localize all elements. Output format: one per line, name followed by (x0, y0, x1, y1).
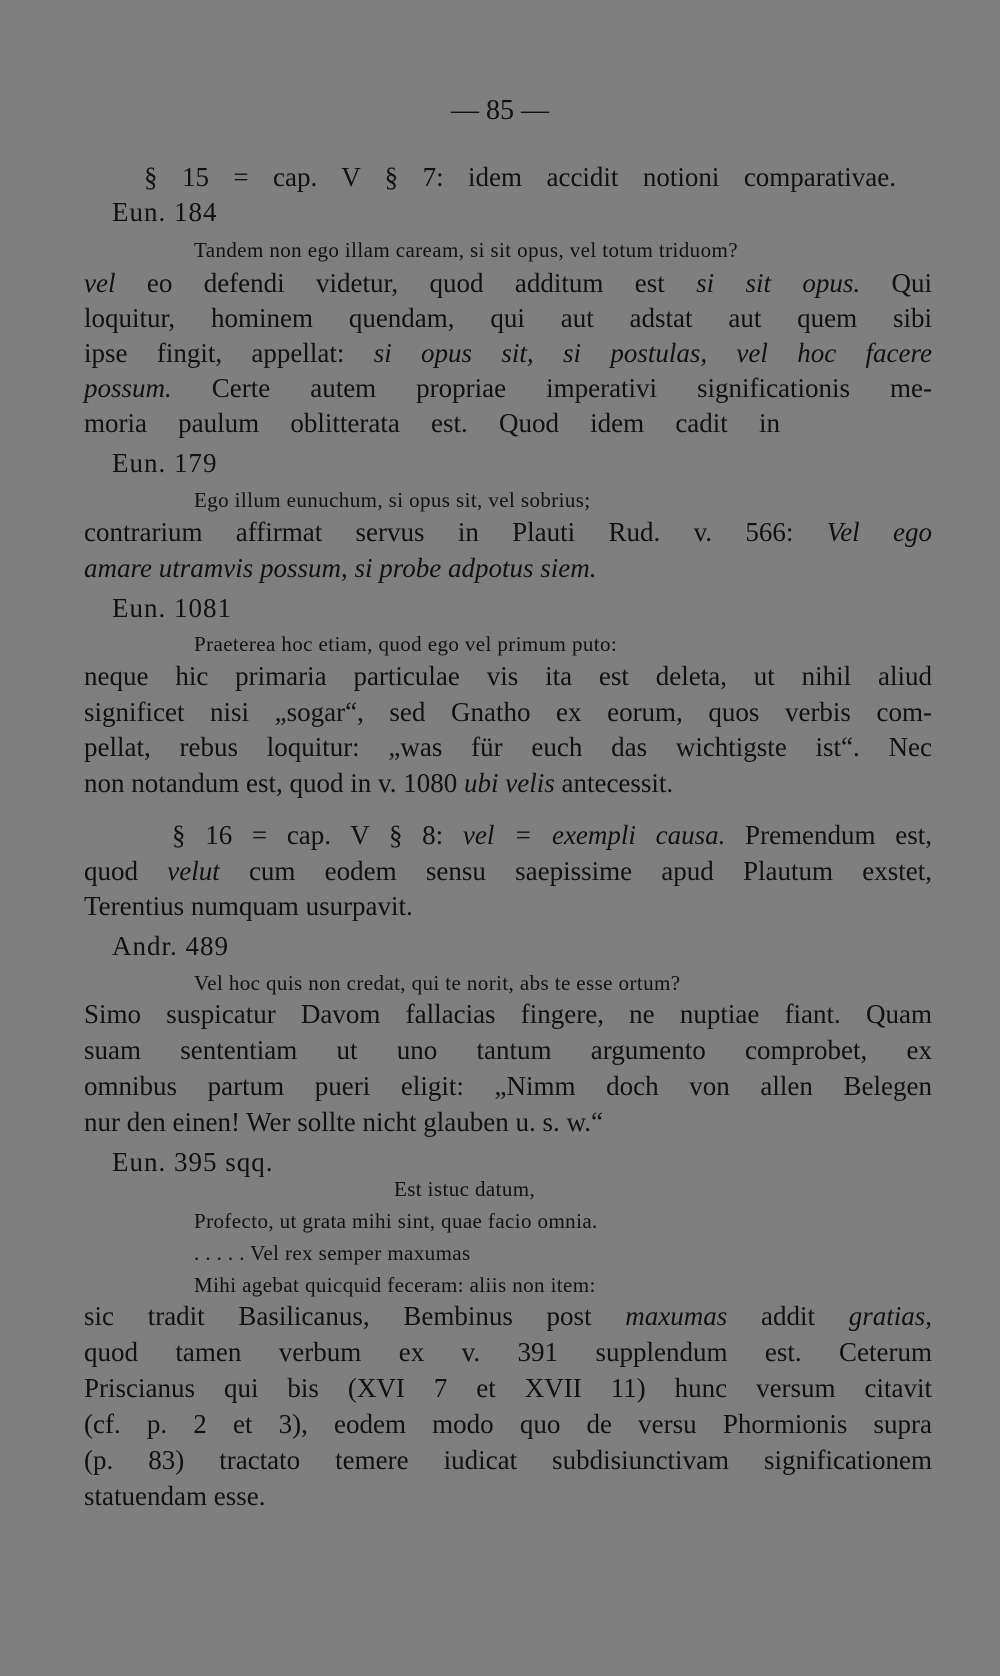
italic-text: si sit opus. (696, 268, 861, 298)
text-line (84, 515, 932, 549)
text-segment: antecessit. (554, 768, 674, 798)
text-line (84, 1335, 932, 1369)
text-segment: sic tradit Basilicanus, Bembinus post (84, 1301, 626, 1331)
italic-text: amare utramvis possum, si probe adpotus siem. (84, 553, 597, 583)
section-heading (144, 160, 896, 194)
text-segment: eo defendi videtur, quod additum est (115, 268, 697, 298)
quoted-verse (194, 233, 738, 267)
text-line (84, 301, 932, 335)
text-segment: (cf. p. 2 et 3), eodem modo quo de versu Phormionis supra (84, 1409, 932, 1439)
text-line (84, 997, 932, 1031)
text-line (84, 1299, 932, 1333)
text-line (84, 854, 932, 888)
text-line (84, 1443, 932, 1477)
text-segment: Ego illum eunuchum, si opus sit, vel sobrius; (194, 488, 591, 512)
text-segment: omnibus partum pueri eligit: „Nimm doch von allen Belegen (84, 1071, 932, 1101)
text-segment: contrarium affirmat servus in Plauti Rud. v. 566: (84, 517, 827, 547)
italic-text: Vel ego (826, 517, 932, 547)
text-segment: Eun. 395 sqq. (112, 1147, 274, 1177)
text-segment: Praeterea hoc etiam, quod ego vel primum puto: (194, 632, 618, 656)
citation-reference (112, 446, 218, 480)
text-line (84, 1371, 932, 1405)
text-segment: Mihi agebat quicquid feceram: aliis non item: (194, 1273, 596, 1297)
text-segment: suam sententiam ut uno tantum argumento comprobet, ex (84, 1035, 932, 1065)
text-segment: Priscianus qui bis (XVI 7 et XVII 11) hunc versum citavit (84, 1373, 932, 1403)
text-line (84, 336, 932, 370)
text-segment: § 15 = cap. V § 7: idem accidit notioni comparativae. (144, 162, 896, 192)
quoted-verse (194, 483, 591, 517)
text-segment: Est istuc datum, (394, 1177, 536, 1201)
text-segment: statuendam esse. (84, 1481, 266, 1511)
quoted-verse (194, 1268, 596, 1302)
page-number: — 85 — (451, 95, 549, 126)
text-segment: § 16 = cap. V § 8: (172, 820, 463, 850)
text-line (84, 1069, 932, 1103)
italic-text: vel = exempli causa. (462, 820, 726, 850)
text-segment: loquitur, hominem quendam, qui aut adstat aut quem sibi (84, 303, 932, 333)
section-heading (172, 818, 932, 852)
text-segment: quod tamen verbum ex v. 391 supplendum est. Ceterum (84, 1337, 932, 1367)
text-segment: Eun. 1081 (112, 593, 232, 623)
italic-text: maxumas (625, 1301, 728, 1331)
text-segment: . . . . . Vel rex semper maxumas (194, 1241, 471, 1265)
quoted-verse (394, 1172, 535, 1206)
text-segment: significet nisi „sogar“, sed Gnatho ex eorum, quos verbis com- (84, 697, 932, 727)
text-segment: non notandum est, quod in v. 1080 (84, 768, 464, 798)
text-segment: Certe autem propriae imperativi significationis me- (171, 373, 932, 403)
text-line (84, 659, 932, 693)
text-line (84, 1105, 932, 1139)
text-line (84, 406, 780, 440)
italic-text: si opus sit, si postulas, vel hoc facere (373, 338, 932, 368)
italic-text: velut (167, 856, 220, 886)
text-segment: Simo suspicatur Davom fallacias fingere, ne nuptiae fiant. Quam (84, 999, 932, 1029)
citation-reference (112, 929, 229, 963)
quoted-verse (194, 966, 680, 1000)
text-line (84, 1033, 932, 1067)
text-segment: cum eodem sensu saepissime apud Plautum exstet, (219, 856, 932, 886)
citation-reference (112, 591, 232, 625)
citation-reference (112, 195, 218, 229)
text-line (84, 766, 932, 800)
quoted-verse (194, 1204, 598, 1238)
text-segment: Vel hoc quis non credat, qui te norit, abs te esse ortum? (194, 971, 681, 995)
text-segment: nur den einen! Wer sollte nicht glauben u. s. w.“ (84, 1107, 603, 1137)
text-line (84, 371, 932, 405)
text-line (84, 730, 932, 764)
text-line (84, 1479, 932, 1513)
text-segment: addit (727, 1301, 849, 1331)
italic-text: gratias, (848, 1301, 932, 1331)
text-segment: pellat, rebus loquitur: „was für euch das wichtigste ist“. Nec (84, 732, 932, 762)
italic-text: vel (84, 268, 116, 298)
italic-text: possum. (84, 373, 172, 403)
text-segment: Andr. 489 (112, 931, 229, 961)
quoted-verse (194, 1236, 471, 1270)
italic-text: ubi velis (463, 768, 555, 798)
text-segment: ipse fingit, appellat: (84, 338, 374, 368)
text-line (84, 551, 932, 585)
quoted-verse (194, 627, 617, 661)
text-segment: (p. 83) tractato temere iudicat subdisiunctivam significationem (84, 1445, 932, 1475)
text-segment: Tandem non ego illam caream, si sit opus, vel totum triduom? (194, 238, 738, 262)
text-line (84, 1407, 932, 1441)
text-segment: neque hic primaria particulae vis ita est deleta, ut nihil aliud (84, 661, 932, 691)
text-segment: quod (84, 856, 168, 886)
text-segment: Premendum est, (725, 820, 932, 850)
text-segment: Qui (860, 268, 933, 298)
text-line (84, 695, 932, 729)
text-segment: Eun. 184 (112, 197, 218, 227)
text-segment: Eun. 179 (112, 448, 218, 478)
text-segment: Profecto, ut grata mihi sint, quae facio omnia. (194, 1209, 598, 1233)
text-line (84, 889, 932, 923)
citation-reference (112, 1145, 274, 1179)
text-segment: Terentius numquam usurpavit. (84, 891, 413, 921)
text-line (84, 266, 932, 300)
text-segment: moria paulum oblitterata est. Quod idem cadit in (84, 408, 780, 438)
